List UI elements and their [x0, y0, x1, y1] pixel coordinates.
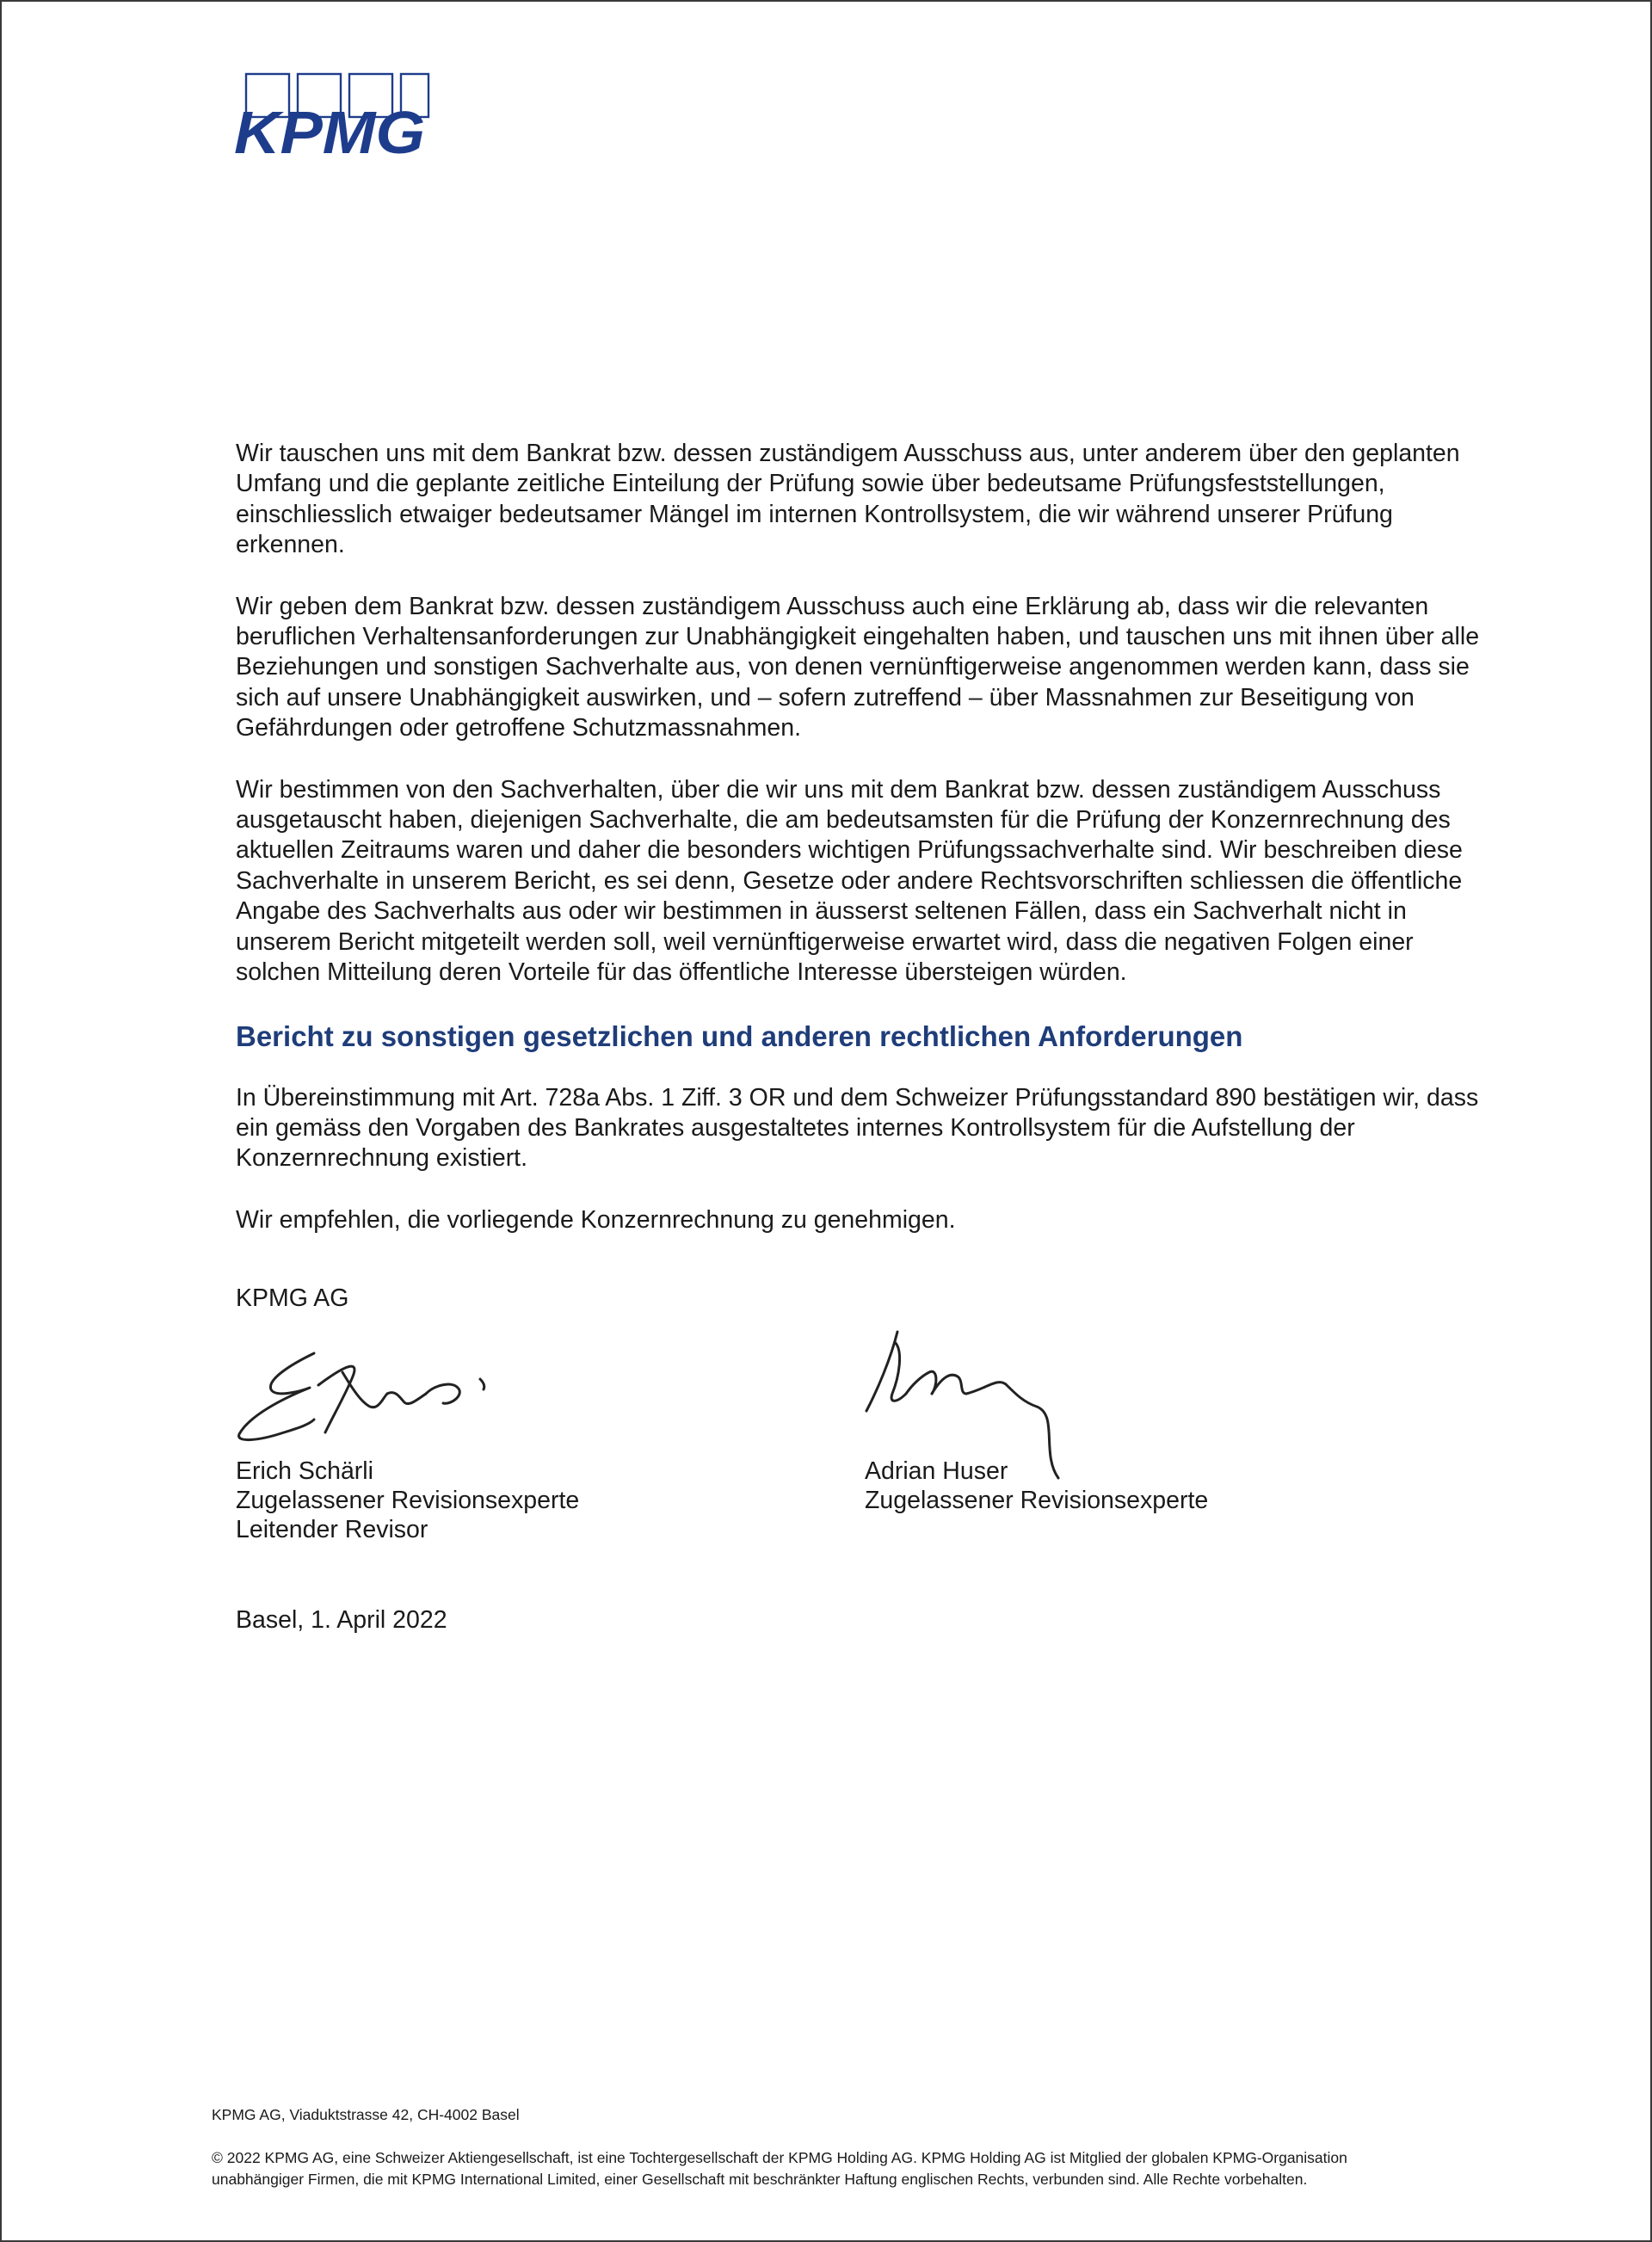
footer-address: KPMG AG, Viaduktstrasse 42, CH-4002 Basel	[212, 2106, 520, 2123]
signatory-right-name: Adrian Huser	[865, 1457, 1008, 1485]
paragraph-key-audit-matters: Wir bestimmen von den Sachverhalten, über die wir uns mit dem Bankrat bzw. dessen zuständigem Ausschuss ausgetauscht haben, diejenigen Sachverhalte, die am bedeutsamsten für die Prüfung der Konzernrechnung des aktuellen Zeitraums waren und daher die besonders wichtigen Prüfungssachverhalte sind. Wir beschreiben diese Sachverhalte in unserem Bericht, es sei denn, Gesetze oder andere Rechtsvorschriften schliessen die öffentliche Angabe des Sachverhalts aus oder wir bestimmen in äusserst seltenen Fällen, dass ein Sachverhalt nicht in unserem Bericht mitgeteilt werden soll, weil vernünftigerweise erwartet wird, dass die negativen Folgen einer solchen Mitteilung deren Vorteile für das öffentliche Interesse übersteigen würden.	[236, 775, 1463, 987]
paragraph-communication: Wir tauschen uns mit dem Bankrat bzw. dessen zuständigem Ausschuss aus, unter anderem über den geplanten Umfang und die geplante zeitliche Einteilung der Prüfung sowie über bedeutsame Prüfungsfeststellungen, einschliesslich etwaiger bedeutsamer Mängel im internen Kontrollsystem, die wir während unserer Prüfung erkennen.	[236, 440, 1460, 559]
footer-legal-notice	[212, 2147, 1519, 2190]
signatory-left-title: Zugelassener Revisionsexperte	[236, 1487, 580, 1514]
signatory-company: KPMG AG	[236, 1284, 349, 1312]
signatory-left	[236, 1457, 579, 1544]
kpmg-logo-text: KPMG	[234, 99, 425, 157]
paragraph-independence: Wir geben dem Bankrat bzw. dessen zuständigem Ausschuss auch eine Erklärung ab, dass wir die relevanten beruflichen Verhaltensanforderungen zur Unabhängigkeit eingehalten haben, und tauschen uns mit ihnen über alle Beziehungen und sonstigen Sachverhalte aus, von denen vernünftigerweise angenommen werden kann, dass sie sich auf unsere Unabhängigkeit auswirken, und – sofern zutreffend – über Massnahmen zur Beseitigung von Gefährdungen oder getroffene Schutzmassnahmen.	[236, 592, 1480, 742]
footer-legal-line: unabhängiger Firmen, die mit KPMG International Limited, einer Gesellschaft mit beschränkter Haftung englischen Rechts, verbunden sind. Alle Rechte vorbehalten.	[212, 2171, 1308, 2188]
report-body	[236, 439, 1501, 1266]
section-heading: Bericht zu sonstigen gesetzlichen und anderen rechtlichen Anforderungen	[236, 1019, 1243, 1052]
signatory-left-role: Leitender Revisor	[236, 1516, 428, 1543]
signatory-right	[865, 1457, 1208, 1515]
paragraph-recommendation: Wir empfehlen, die vorliegende Konzernrechnung zu genehmigen.	[236, 1205, 956, 1234]
kpmg-logo	[232, 71, 439, 157]
footer-legal-line: © 2022 KPMG AG, eine Schweizer Aktiengesellschaft, ist eine Tochtergesellschaft der KPMG Holding AG. KPMG Holding AG ist Mitglied der globalen KPMG-Organisation	[212, 2149, 1347, 2166]
signatory-right-title: Zugelassener Revisionsexperte	[865, 1487, 1209, 1514]
signatory-left-name: Erich Schärli	[236, 1457, 373, 1485]
signature-left-image	[232, 1338, 508, 1454]
place-and-date: Basel, 1. April 2022	[236, 1606, 447, 1634]
paragraph-internal-control: In Übereinstimmung mit Art. 728a Abs. 1 Ziff. 3 OR und dem Schweizer Prüfungsstandard 890 bestätigen wir, dass ein gemäss den Vorgaben des Bankrates ausgestaltetes internes Kontrollsystem für die Aufstellung der Konzernrechnung existiert.	[236, 1083, 1479, 1173]
